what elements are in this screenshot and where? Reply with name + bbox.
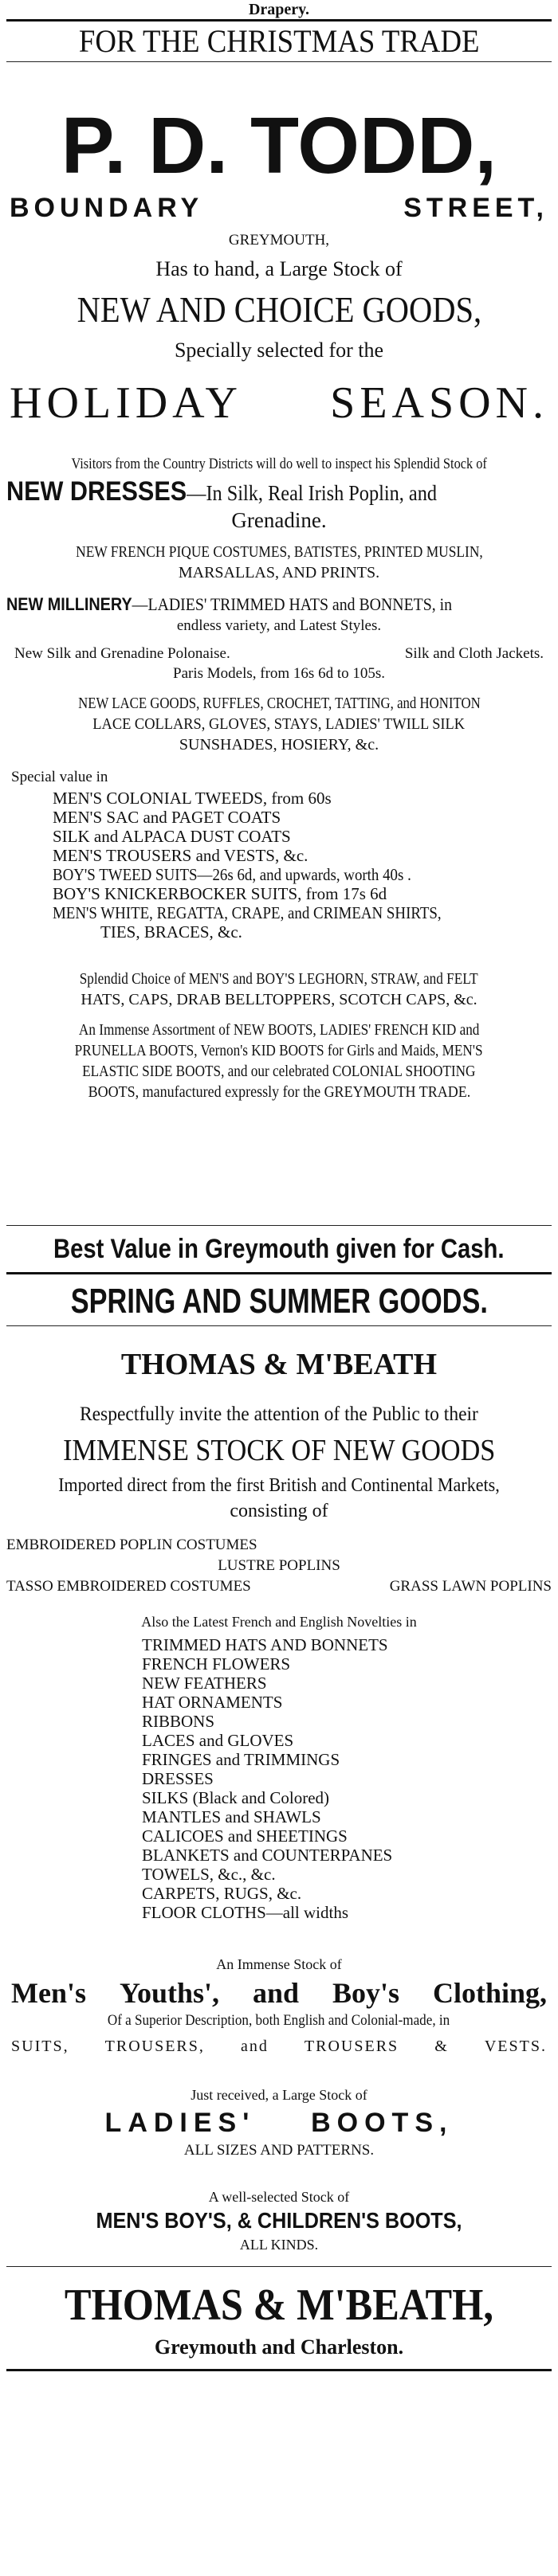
leghorn-line-2: HATS, CAPS, DRAB BELLTOPPERS, SCOTCH CAPS, &c. [81,991,477,1008]
list-item: TRIMMED HATS AND BONNETS [142,1635,388,1654]
christmas-banner: FOR THE CHRISTMAS TRADE [78,23,480,59]
boots-line-4: BOOTS, manufactured expressly for the GREYMOUTH TRADE. [88,1083,470,1101]
has-to-hand: Has to hand, a Large Stock of [155,257,403,280]
also-line: Also the Latest French and English Novelties in [141,1614,417,1630]
new-goods-heading: NEW AND CHOICE GOODS, [77,289,481,330]
lace-line-1: NEW LACE GOODS, RUFFLES, CROCHET, TATTING, and HONITON [77,695,481,712]
spring-summer-banner: SPRING AND SUMMER GOODS. [70,1282,488,1321]
special-value-line: Special value in [11,769,108,785]
list-item: MEN'S WHITE, REGATTA, CRAPE, and CRIMEAN SHIRTS, [53,903,442,922]
imported-line: Imported direct from the first British and Continental Markets, [58,1475,500,1496]
list-item: TOWELS, &c., &c. [142,1865,276,1884]
just-received-line: Just received, a Large Stock of [191,2087,367,2103]
superior-line: Of a Superior Description, both English and Colonial-made, in [108,2012,450,2029]
lace-line-3: SUNSHADES, HOSIERY, &c. [179,736,379,754]
list-item: BOY'S KNICKERBOCKER SUITS, from 17s 6d [53,884,387,903]
list-item: SILKS (Black and Colored) [142,1788,330,1807]
section-label: Drapery. [248,1,310,18]
list-item: BOY'S TWEED SUITS—26s 6d, and upwards, worth 40s . [53,865,411,884]
street-line: BOUNDARY STREET, [10,193,548,223]
specially-line: Specially selected for the [174,339,384,362]
footer-name: THOMAS & M'BEATH, [64,2280,494,2330]
special-value-list [6,789,552,942]
mbeath-advertisement [6,1278,552,2371]
list-item: MEN'S COLONIAL TWEEDS, from 60s [53,789,332,808]
boots-line-3: ELASTIC SIDE BOOTS, and our celebrated COLONIAL SHOOTING [82,1063,476,1080]
pique-line-1: NEW FRENCH PIQUE COSTUMES, BATISTES, PRINTED MUSLIN, [75,543,483,561]
list-item: TIES, BRACES, &c. [100,922,242,942]
paris-line: Paris Models, from 16s 6d to 105s. [173,665,385,682]
visitors-line: Visitors from the Country Districts will do well to inspect his Splendid Stock of [71,456,487,472]
list-item: FRINGES and TRIMMINGS [142,1750,340,1769]
immense-stock-of: An Immense Stock of [216,1956,342,1972]
divider [6,1272,552,1274]
list-item: NEW FEATHERS [142,1674,267,1693]
dresses-line: NEW DRESSES—In Silk, Real Irish Poplin, and [6,476,438,507]
polonaise-line: New Silk and Grenadine Polonaise. Silk and Cloth Jackets. [14,645,544,662]
list-item: BLANKETS and COUNTERPANES [142,1846,393,1865]
immense-stock-heading: IMMENSE STOCK OF NEW GOODS [62,1434,496,1467]
list-item: RIBBONS [142,1712,215,1731]
suits-line: SUITS, TROUSERS, and TROUSERS & VESTS. [11,2038,547,2055]
list-item: FLOOR CLOTHS—all widths [142,1903,349,1922]
list-item: SILK and ALPACA DUST COATS [53,827,291,846]
leghorn-line-1: Splendid Choice of MEN'S and BOY'S LEGHORN, STRAW, and FELT [80,970,478,988]
best-value-block [6,1225,552,1274]
best-value-line: Best Value in Greymouth given for Cash. [53,1234,505,1264]
lace-line-2: LACE COLLARS, GLOVES, STAYS, LADIES' TWILL SILK [92,715,466,733]
childrens-boots-heading: MEN'S BOY'S, & CHILDREN'S BOOTS, [96,2208,462,2233]
millinery-line: NEW MILLINERY—LADIES' TRIMMED HATS and BONNETS, in [6,594,453,614]
clothing-heading: Men's Youths', and Boy's Clothing, [11,1977,547,2009]
costumes-line-1: EMBROIDERED POPLIN COSTUMES [6,1537,257,1553]
town-line: GREYMOUTH, [228,232,330,249]
todd-name: P. D. TODD, [61,101,497,190]
list-item: CALICOES and SHEETINGS [142,1826,348,1846]
dresses-line-2: Grenadine. [231,508,327,532]
list-item: HAT ORNAMENTS [142,1693,283,1712]
novelties-list [6,1635,552,1922]
well-selected-line: A well-selected Stock of [208,2189,350,2205]
list-item: FRENCH FLOWERS [142,1654,291,1674]
mbeath-name: THOMAS & M'BEATH [120,1348,438,1381]
list-item: MANTLES and SHAWLS [142,1807,321,1826]
list-item: MEN'S TROUSERS and VESTS, &c. [53,846,308,865]
footer-town: Greymouth and Charleston. [154,2335,404,2359]
ladies-boots-heading: LADIES' BOOTS, [104,2108,454,2138]
list-item: MEN'S SAC and PAGET COATS [53,808,281,827]
costumes-line-3: TASSO EMBROIDERED COSTUMES GRASS LAWN POPLINS [6,1578,552,1595]
all-kinds-line: ALL KINDS. [239,2237,319,2253]
holiday-heading: HOLIDAY SEASON. [10,378,548,428]
respectfully-line: Respectfully invite the attention of the Public to their [80,1403,478,1425]
list-item: DRESSES [142,1769,214,1788]
list-item: LACES and GLOVES [142,1731,294,1750]
boots-line-1: An Immense Assortment of NEW BOOTS, LADIES' FRENCH KID and [78,1021,480,1039]
todd-advertisement [6,0,552,1102]
divider [6,2369,552,2371]
consisting-line: consisting of [230,1501,328,1521]
boots-line-2: PRUNELLA BOOTS, Vernon's KID BOOTS for Girls and Maids, MEN'S [75,1042,483,1059]
millinery-line-2: endless variety, and Latest Styles. [176,617,382,634]
sizes-line: ALL SIZES AND PATTERNS. [183,2142,375,2159]
costumes-line-2: LUSTRE POPLINS [218,1557,340,1574]
list-item: CARPETS, RUGS, &c. [142,1884,302,1903]
pique-line-2: MARSALLAS, AND PRINTS. [178,564,380,581]
